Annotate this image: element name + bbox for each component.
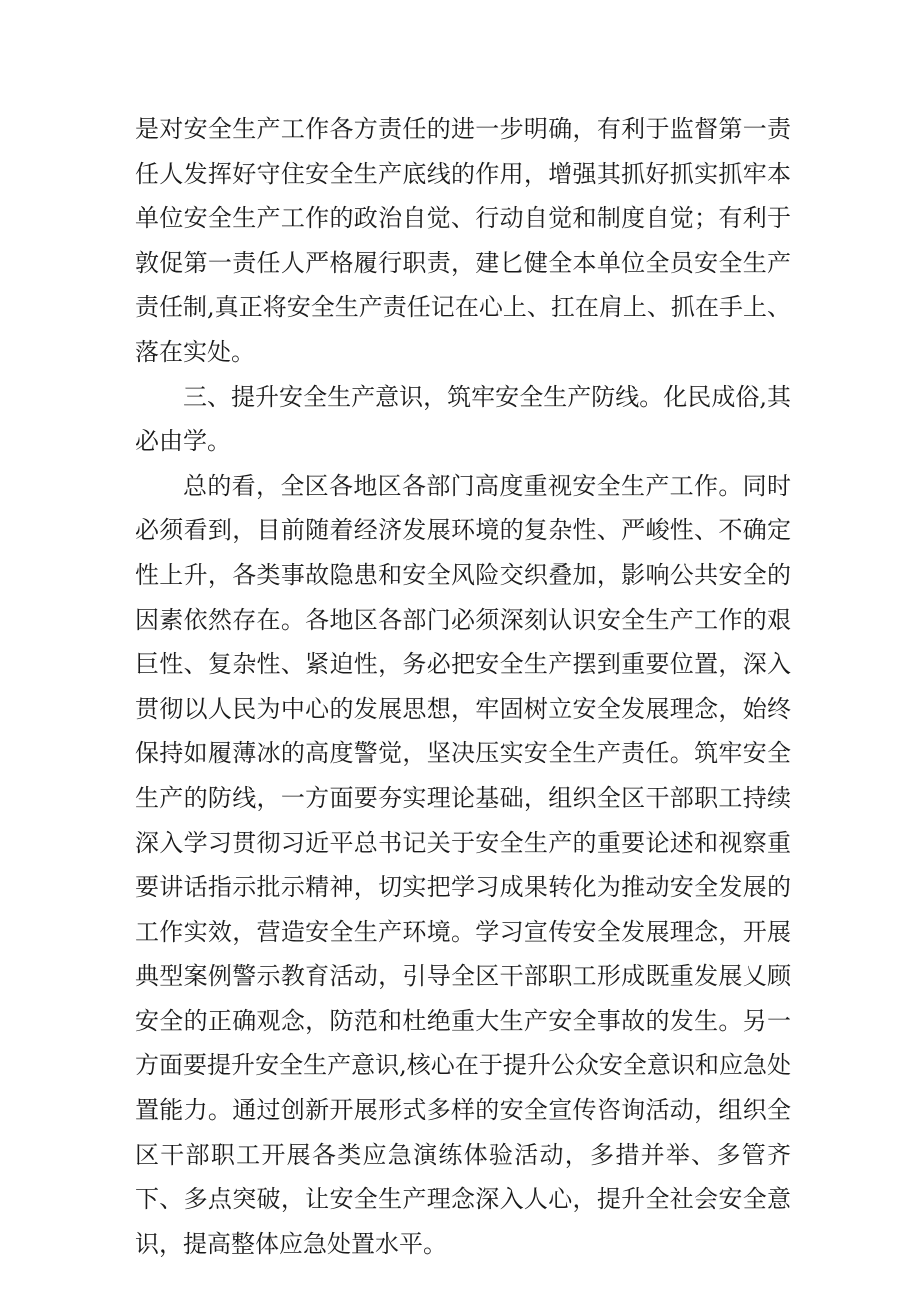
paragraph-continuation: 是对安全生产工作各方责任的进一步明确，有利于监督第一责任人发挥好守住安全生产底线的作用，增强其抓好抓实抓牢本单位安全生产工作的政治自觉、行动自觉和制度自觉；有利于敦促第一责任人严格履行职责，建匕健全本单位全员安全生产责任制,真正将安全生产责任记在心上、扛在肩上、抓在手上、落在实处。 [135,115,791,366]
section-heading-paragraph: 三、提升安全生产意识，筑牢安全生产防线。化民成俗,其必由学。 [135,382,791,456]
paragraph-summary: 总的看，全区各地区各部门高度重视安全生产工作。同时必须看到，目前随着经济发展环境的复杂性、严峻性、不确定性上升，各类事故隐患和安全风险交织叠加，影响公共安全的因素依然存在。各地区各部门必须深刻认识安全生产工作的艰巨性、复杂性、紧迫性，务必把安全生产摆到重要位置，深入贯彻以人民为中心的发展思想，牢固树立安全发展理念，始终保持如履薄冰的高度警觉，坚决压实安全生产责任。筑牢安全生产的防线，一方面要夯实理论基础，组织全区干部职工持续深入学习贯彻习近平总书记关于安全生产的重要论述和视察重要讲话指示批示精神，切实把学习成果转化为推动安全发展的工作实效，营造安全生产环境。学习宣传安全发展理念，开展典型案例警示教育活动，引导全区干部职工形成既重发展乂顾安全的正确观念，防范和杜绝重大生产安全事故的发生。另一方面要提升安全生产意识,核心在于提升公众安全意识和应急处置能力。通过创新开展形式多样的安全宣传咨询活动，组织全区干部职工开展各类应急演练体验活动，多措并举、多管齐下、多点突破，让安全生产理念深入人心，提升全社会安全意识，提高整体应急处置水平。 [135,471,791,1258]
document-body [135,107,791,1266]
